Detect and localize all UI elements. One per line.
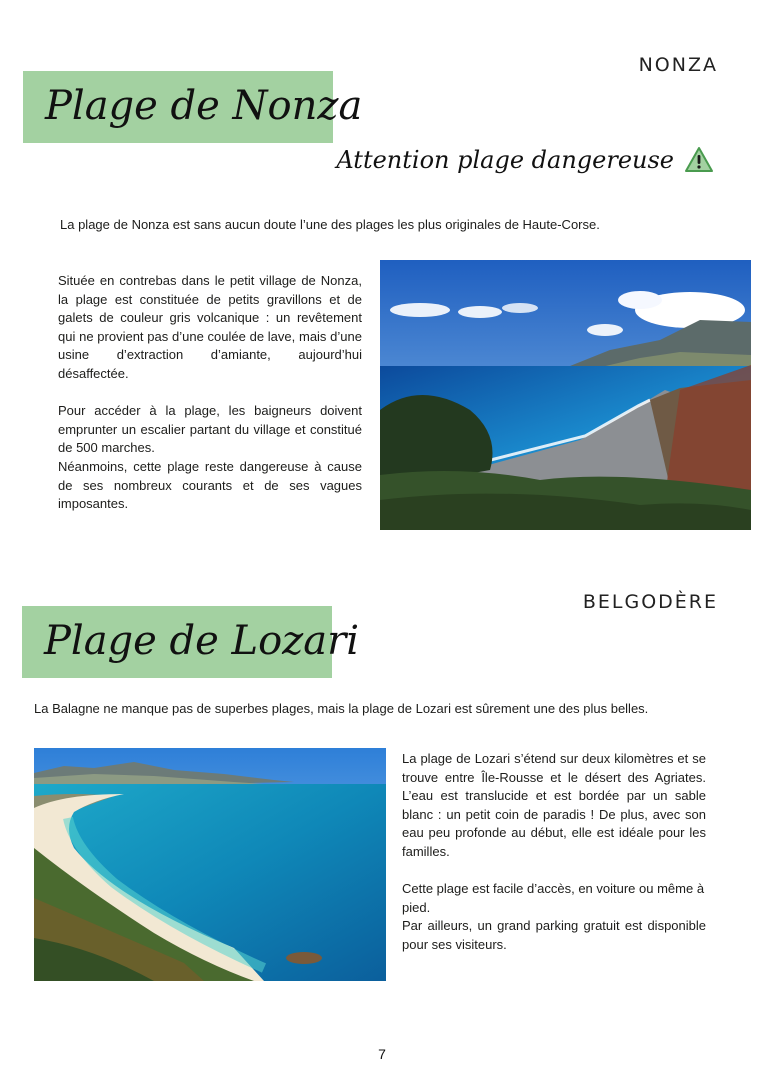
warning-triangle-icon: [684, 146, 714, 174]
paragraph: Néanmoins, cette plage reste dangereuse à cause de ses nombreux courants et de ses vagues imposantes.: [58, 458, 362, 512]
paragraph: Pour accéder à la plage, les baigneurs doivent emprunter un escalier partant du village et constitué de 500 marches.: [58, 403, 362, 456]
page-number: 7: [378, 1046, 386, 1062]
body-text-lozari: [402, 750, 706, 955]
warning-text: Attention plage dangereuse: [336, 146, 674, 174]
paragraph: Située en contrebas dans le petit village de Nonza, la plage est constituée de petits gravillons et de galets de couleur gris volcanique : un revêtement qui ne provient pas d’une coulée de lave, mais d’une usine d’extraction d’amiante, aujourd’hui désaffectée.: [58, 273, 362, 381]
body-text-nonza: [58, 272, 362, 514]
paragraph: La plage de Lozari s’étend sur deux kilomètres et se trouve entre Île-Rousse et le désert des Agriates. L’eau est translucide et est bordée par un sable blanc : un petit coin de paradis ! De plus, avec son eau peu profonde au début, elle est idéale pour les familles.: [402, 751, 706, 859]
page-title-lozari: Plage de Lozari: [44, 618, 360, 665]
photo-nonza-beach: [380, 260, 751, 530]
paragraph: Par ailleurs, un grand parking gratuit est disponible pour ses visiteurs.: [402, 918, 706, 952]
paragraph: Cette plage est facile d’accès, en voiture ou même à pied.: [402, 881, 705, 915]
location-label-belgodere: BELGODÈRE: [582, 591, 718, 613]
intro-lozari: La Balagne ne manque pas de superbes plages, mais la plage de Lozari est sûrement une des plus belles.: [34, 701, 649, 716]
warning-banner: [336, 146, 714, 174]
location-label-nonza: NONZA: [638, 54, 718, 76]
title-box-nonza: [23, 71, 363, 143]
title-box-lozari: [22, 606, 360, 678]
photo-lozari-beach: [34, 748, 386, 981]
page-title-nonza: Plage de Nonza: [45, 83, 363, 130]
intro-nonza: La plage de Nonza est sans aucun doute l’une des plages les plus originales de Haute-Corse.: [60, 217, 600, 232]
